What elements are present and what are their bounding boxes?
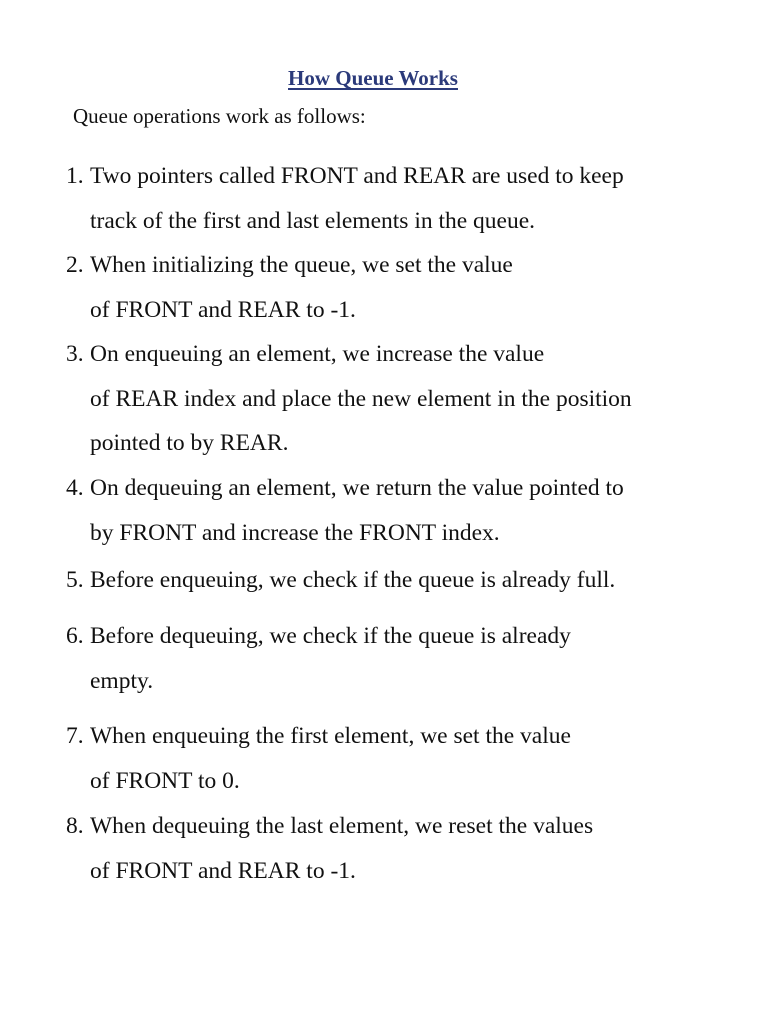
list-item-number: 5. — [66, 567, 84, 593]
list-item-line: When initializing the queue, we set the value — [90, 252, 513, 278]
list-item-number: 1. — [66, 163, 84, 189]
list-item-number: 6. — [66, 623, 84, 649]
list-item-1 — [66, 154, 706, 243]
list-item-text — [90, 804, 706, 893]
list-item-line: track of the first and last elements in the queue. — [90, 207, 536, 234]
list-item-line: On dequeuing an element, we return the value pointed to — [90, 475, 624, 501]
list-item-text — [90, 466, 706, 555]
list-item-number: 2. — [66, 252, 84, 278]
list-item-number: 7. — [66, 723, 84, 749]
list-item-text — [90, 332, 706, 466]
list-item-8 — [66, 804, 706, 893]
list-item-number: 8. — [66, 813, 84, 839]
list-item-5 — [66, 558, 706, 603]
list-item-line: On enqueuing an element, we increase the value — [90, 341, 545, 367]
list-item-2 — [66, 243, 706, 332]
list-item-line: Before dequeuing, we check if the queue is already — [90, 623, 571, 649]
list-item-line: When enqueuing the first element, we set the value — [90, 723, 571, 749]
list-item-text — [90, 243, 706, 332]
list-item-6 — [66, 614, 706, 703]
list-item-number: 4. — [66, 475, 84, 501]
list-item-line: of REAR index and place the new element in the position — [90, 385, 632, 412]
list-item-line: When dequeuing the last element, we reset the values — [90, 813, 594, 839]
list-item-line: pointed to by REAR. — [90, 430, 289, 456]
list-item-text — [90, 558, 706, 603]
list-item-line: of FRONT and REAR to -1. — [90, 857, 356, 884]
list-item-line: Before enqueuing, we check if the queue is already full. — [90, 567, 616, 593]
list-item-line: Two pointers called FRONT and REAR are used to keep — [90, 163, 624, 189]
list-item-text — [90, 714, 706, 803]
list-item-line: of FRONT and REAR to -1. — [90, 296, 356, 323]
list-item-4 — [66, 466, 706, 555]
list-item-text — [90, 154, 706, 243]
list-item-7 — [66, 714, 706, 803]
list-item-line: by FRONT and increase the FRONT index. — [90, 519, 500, 546]
list-item-text — [90, 614, 706, 703]
list-item-line: empty. — [90, 667, 154, 694]
page-title: How Queue Works — [288, 66, 458, 90]
intro-text: Queue operations work as follows: — [73, 104, 366, 128]
list-item-number: 3. — [66, 341, 84, 367]
list-item-line: of FRONT to 0. — [90, 767, 240, 794]
list-item-3 — [66, 332, 706, 466]
